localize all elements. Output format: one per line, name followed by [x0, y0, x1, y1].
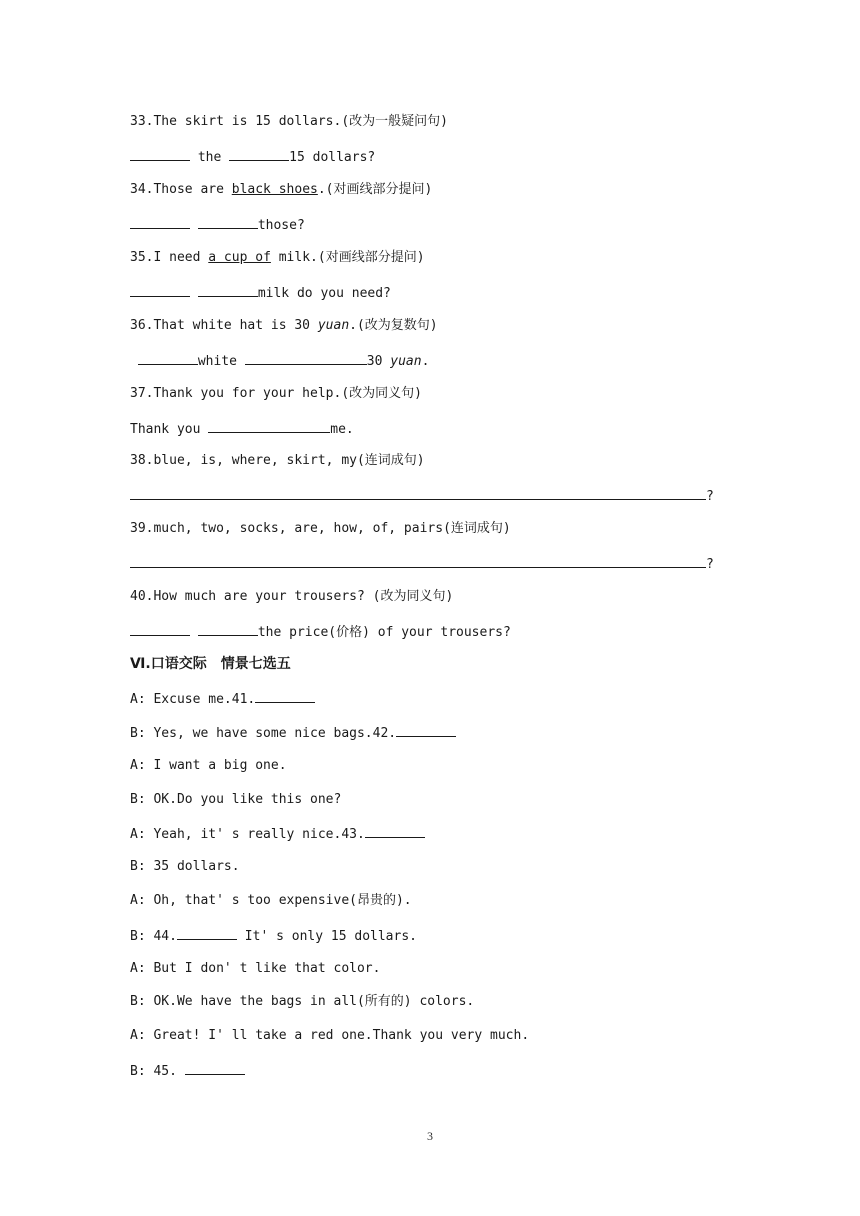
dialogue-line: A: I want a big one. — [130, 758, 287, 773]
dialogue-line: B: 44. It' s only 15 dollars. — [130, 929, 417, 944]
page-number: 3 — [427, 1129, 433, 1143]
dialogue-line: A: Yeah, it' s really nice.43. — [130, 825, 425, 843]
answer-38: ? — [130, 487, 714, 505]
blank[interactable] — [198, 216, 258, 229]
question-36: 36.That white hat is 30 yuan.(改为复数句) — [130, 318, 438, 333]
blank[interactable] — [130, 148, 190, 161]
answer-36: white 30 yuan. — [130, 352, 429, 370]
blank[interactable] — [138, 352, 198, 365]
question-33: 33.The skirt is 15 dollars.(改为一般疑问句) — [130, 114, 448, 129]
answer-34: those? — [130, 216, 305, 234]
blank[interactable] — [198, 623, 258, 636]
section-heading: Ⅵ.口语交际 情景七选五 — [130, 656, 291, 672]
dialogue-line: A: Great! I' ll take a red one.Thank you very much. — [130, 1028, 530, 1043]
dialogue-line: B: OK.Do you like this one? — [130, 792, 342, 807]
blank[interactable] — [185, 1062, 245, 1075]
dialogue-line: A: Oh, that' s too expensive(昂贵的). — [130, 893, 412, 908]
blank[interactable] — [198, 284, 258, 297]
answer-33: the 15 dollars? — [130, 148, 375, 166]
dialogue-line: B: 35 dollars. — [130, 859, 240, 874]
blank[interactable] — [130, 623, 190, 636]
question-37: 37.Thank you for your help.(改为同义句) — [130, 386, 422, 401]
answer-39: ? — [130, 555, 714, 573]
answer-line[interactable] — [130, 555, 706, 568]
underlined-phrase: a cup of — [208, 250, 271, 265]
question-35: 35.I need a cup of milk.(对画线部分提问) — [130, 250, 425, 265]
blank[interactable] — [245, 352, 367, 365]
dialogue-line: A: But I don' t like that color. — [130, 961, 381, 976]
answer-line[interactable] — [130, 487, 706, 500]
dialogue-line: A: Excuse me.41. — [130, 690, 315, 708]
question-34: 34.Those are black shoes.(对画线部分提问) — [130, 182, 433, 197]
blank[interactable] — [130, 216, 190, 229]
question-40: 40.How much are your trousers? (改为同义句) — [130, 589, 454, 604]
blank[interactable] — [177, 927, 237, 940]
dialogue-line: B: 45. — [130, 1062, 245, 1080]
blank[interactable] — [208, 420, 330, 433]
dialogue-line: B: Yes, we have some nice bags.42. — [130, 724, 456, 742]
underlined-phrase: black shoes — [231, 182, 318, 197]
blank[interactable] — [396, 724, 456, 737]
blank[interactable] — [255, 690, 315, 703]
blank[interactable] — [365, 825, 425, 838]
dialogue-line: B: OK.We have the bags in all(所有的) colors. — [130, 994, 475, 1009]
question-38: 38.blue, is, where, skirt, my(连词成句) — [130, 453, 425, 468]
question-39: 39.much, two, socks, are, how, of, pairs(连词成句) — [130, 521, 511, 536]
answer-40: the price(价格) of your trousers? — [130, 623, 511, 641]
answer-37: Thank you me. — [130, 422, 354, 437]
answer-35: milk do you need? — [130, 284, 391, 302]
blank[interactable] — [130, 284, 190, 297]
blank[interactable] — [229, 148, 289, 161]
